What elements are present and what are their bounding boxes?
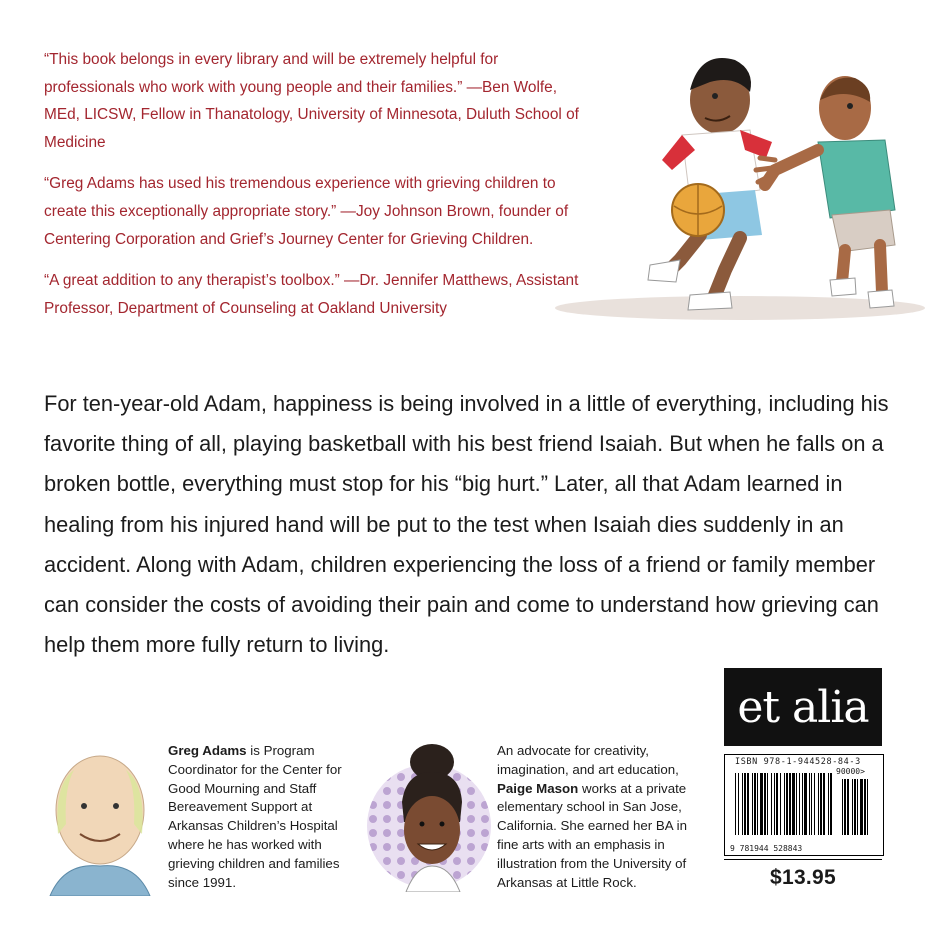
barcode-bar <box>760 773 763 835</box>
barcode-bar <box>776 773 778 835</box>
barcode-bar <box>780 773 781 835</box>
barcode-bar <box>784 773 785 835</box>
price: $13.95 <box>769 866 837 889</box>
barcode-addon-bar <box>867 779 868 835</box>
barcode-bar <box>742 773 743 835</box>
book-description: For ten-year-old Adam, happiness is being involved in a little of everything, including his favorite thing of all, playing basketball with his best friend Isaiah. But when he falls on a broken bottle, everything must stop for his “big hurt.” Later, all that Adam learned in healing from his injured hand will be put to the test when Isaiah dies suddenly in an accident. Along with Adam, children experiencing the loss of a friend or family member can consider the costs of avoiding their pain and come to understand how grieving can help them more fully return to living. <box>44 391 889 658</box>
barcode-bar <box>764 773 766 835</box>
author-bio <box>168 742 358 892</box>
quote-wolfe: “This book belongs in every library and will be extremely helpful for professionals who work with young people and their families.” —Ben Wolfe, MEd, LICSW, Fellow in Thanatology, University of Minnesota, Duluth School of Medicine <box>44 51 579 151</box>
barcode-addon-bar <box>854 779 856 835</box>
author-name: Greg Adams <box>168 743 247 758</box>
barcode-bar <box>747 773 749 835</box>
barcode-addon-bar <box>844 779 846 835</box>
barcode-addon-bar <box>847 779 849 835</box>
quote-matthews: “A great addition to any therapist’s toolbox.” —Dr. Jennifer Matthews, Assistant Professor, Department of Counseling at Oakland University <box>44 272 579 317</box>
barcode-addon-bar <box>864 779 866 835</box>
barcode-bar <box>814 773 815 835</box>
barcode-addon-bar <box>860 779 863 835</box>
publisher-logo: et alia <box>724 668 882 746</box>
review-quotes <box>44 46 584 336</box>
barcode-addon-bar <box>842 779 843 835</box>
barcode-bar <box>771 773 772 835</box>
boy-adam <box>648 58 772 310</box>
barcode-bar <box>735 773 736 835</box>
author-portrait <box>44 744 156 896</box>
barcode-bar <box>789 773 791 835</box>
illustrator-portrait <box>366 742 492 892</box>
barcode-bar <box>738 773 739 835</box>
barcode-bar <box>799 773 800 835</box>
barcode-bar <box>818 773 819 835</box>
barcode-bar <box>820 773 822 835</box>
barcode-bar <box>796 773 797 835</box>
author-bio-text: is Program Coordinator for the Center for Good Mourning and Staff Bereavement Support at Arkansas Children’s Hospital where he has worked with grieving children and families since 1991. <box>168 743 342 890</box>
boy-isaiah <box>756 76 895 308</box>
barcode-bar <box>792 773 795 835</box>
barcode-bar <box>823 773 825 835</box>
barcode-bar <box>830 773 832 835</box>
price-rule <box>724 859 882 860</box>
barcode-bar <box>767 773 768 835</box>
barcode-bar <box>828 773 829 835</box>
illustrator-bio <box>497 742 695 892</box>
barcode-bar <box>754 773 756 835</box>
barcode-addon-bar <box>857 779 858 835</box>
barcode-bar <box>752 773 753 835</box>
illustrator-intro: An advocate for creativity, imagination, and art education, <box>497 743 679 777</box>
quote-brown: “Greg Adams has used his tremendous experience with grieving children to create this exceptionally appropriate story.” —Joy Johnson Brown, founder of Centering Corporation and Grief’s Journey Center for Grieving Children. <box>44 175 569 248</box>
barcode-addon-bar <box>852 779 853 835</box>
barcode-bar <box>804 773 807 835</box>
basketball-illustration <box>550 30 934 330</box>
barcode-bar <box>786 773 788 835</box>
barcode-bar <box>757 773 758 835</box>
barcode-bar <box>811 773 812 835</box>
isbn-text: ISBN 978-1-944528-84-3 <box>735 757 861 767</box>
barcode-bar <box>802 773 803 835</box>
barcode-bar <box>809 773 810 835</box>
barcode-addon: 90000> <box>836 767 865 776</box>
barcode-bar <box>744 773 746 835</box>
barcode-bar <box>774 773 775 835</box>
barcode-bars <box>733 769 875 843</box>
barcode-digits: 9 781944 528843 <box>730 844 803 853</box>
isbn-barcode <box>724 754 884 856</box>
illustrator-name: Paige Mason <box>497 780 579 796</box>
illustrator-bio-text: works at a private elementary school in San Jose, California. She earned her BA in fine arts with an emphasis in illustration from the University of Arkansas at Little Rock. <box>497 780 687 890</box>
